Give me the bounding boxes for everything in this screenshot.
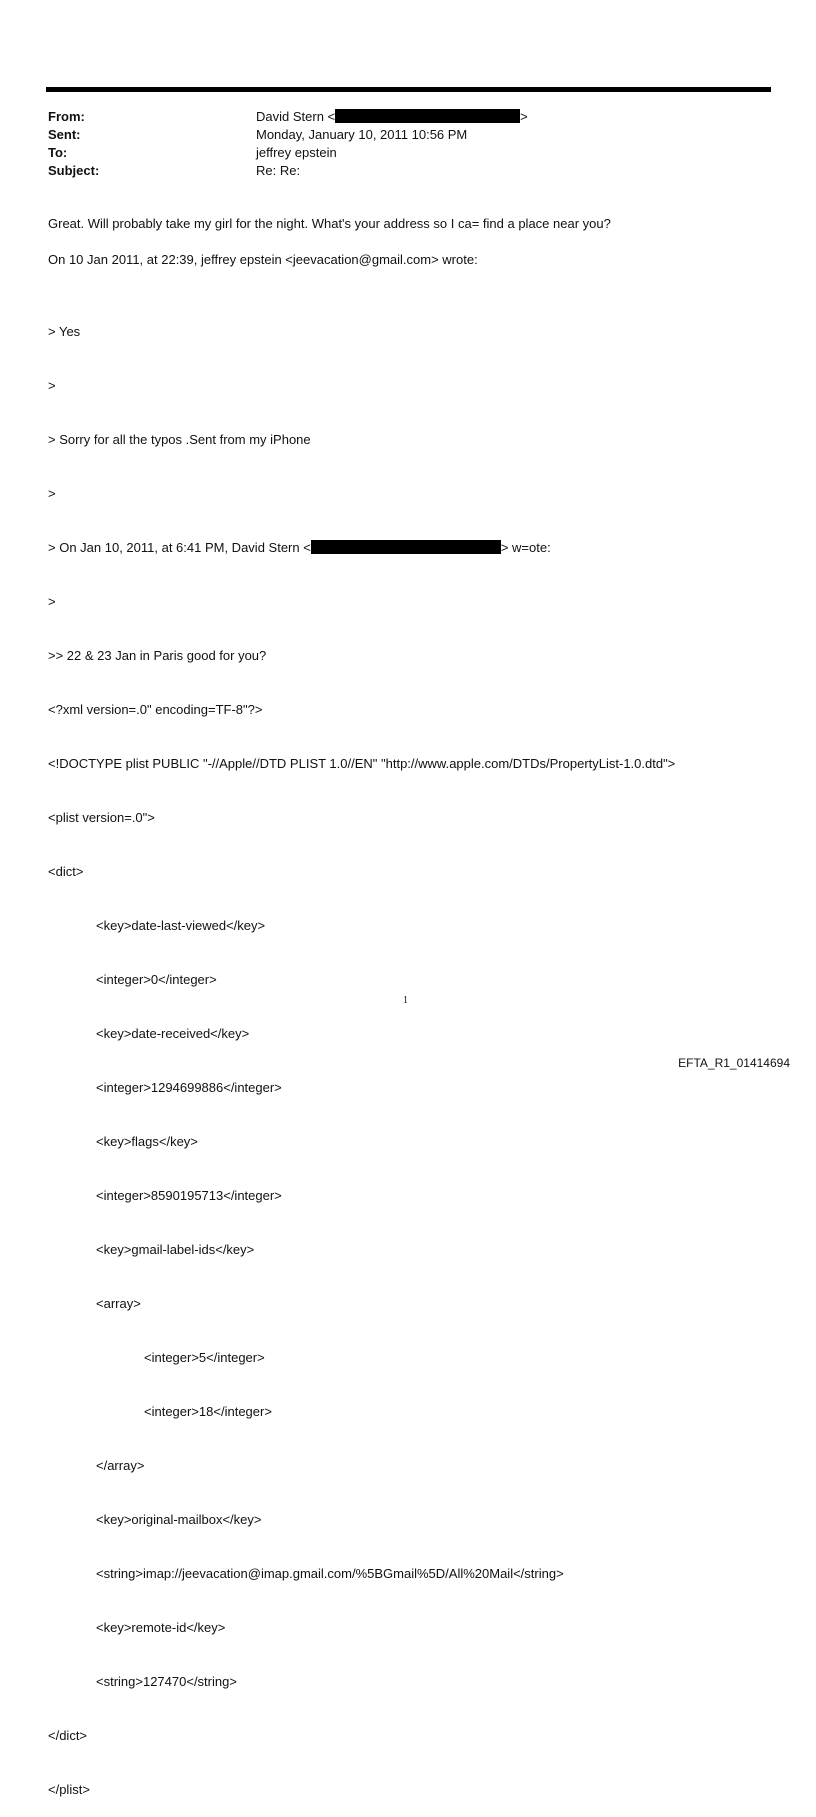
from-name: David Stern < [256,109,336,124]
message-text: Great. Will probably take my girl for the night. What's your address so I ca= find a place near you? [48,216,611,231]
sent-label: Sent: [48,127,81,142]
quoted-line-post: > w=ote: [500,540,551,555]
plist-line: <!DOCTYPE plist PUBLIC "-//Apple//DTD PLIST 1.0//EN" "http://www.apple.com/DTDs/PropertyList-1.0.dtd"> [48,756,676,771]
plist-line: <integer>0</integer> [96,972,217,987]
subject-value: Re: Re: [256,163,301,178]
top-rule [46,87,771,92]
plist-line: <dict> [48,864,84,879]
from-value [256,108,528,126]
document-id: EFTA_R1_01414694 [678,1056,790,1070]
plist-line: <key>original-mailbox</key> [96,1512,262,1527]
from-close: > [520,109,528,124]
plist-line: <key>date-received</key> [96,1026,250,1041]
redacted-email-block [335,109,520,123]
plist-line: <string>imap://jeevacation@imap.gmail.com/%5BGmail%5D/All%20Mail</string> [96,1566,564,1581]
plist-line: <plist version=.0"> [48,810,155,825]
quoted-line: > [48,594,56,609]
quoted-line: > Sorry for all the typos .Sent from my iPhone [48,432,311,447]
plist-line: <?xml version=.0" encoding=TF-8"?> [48,702,263,717]
quoted-line [48,539,675,557]
plist-line: <key>remote-id</key> [96,1620,226,1635]
plist-line: <array> [96,1296,141,1311]
plist-line: <key>date-last-viewed</key> [96,918,266,933]
quoted-line: >> 22 & 23 Jan in Paris good for you? [48,648,267,663]
to-label: To: [48,145,68,160]
subject-label: Subject: [48,163,100,178]
plist-line: <key>gmail-label-ids</key> [96,1242,255,1257]
quoted-line-pre: > On Jan 10, 2011, at 6:41 PM, David Stern < [48,540,311,555]
to-value: jeffrey epstein [256,145,337,160]
plist-line: </dict> [48,1728,88,1743]
quoted-line: > [48,486,56,501]
quoted-line: > Yes [48,324,81,339]
plist-line: <key>flags</key> [96,1134,198,1149]
page-number: 1 [403,995,408,1006]
plist-line: <integer>8590195713</integer> [96,1188,282,1203]
sent-value: Monday, January 10, 2011 10:56 PM [256,127,468,142]
plist-line: <integer>1294699886</integer> [96,1080,282,1095]
quote-intro: On 10 Jan 2011, at 22:39, jeffrey epstein <jeevacation@gmail.com> wrote: [48,252,478,267]
redacted-email-block [311,540,501,554]
plist-line: <string>127470</string> [96,1674,237,1689]
plist-line: <integer>18</integer> [144,1404,272,1419]
from-label: From: [48,109,85,124]
plist-line: <integer>5</integer> [144,1350,265,1365]
quoted-line: > [48,378,56,393]
quoted-block [48,287,675,1817]
plist-line: </plist> [48,1782,90,1797]
plist-line: </array> [96,1458,145,1473]
